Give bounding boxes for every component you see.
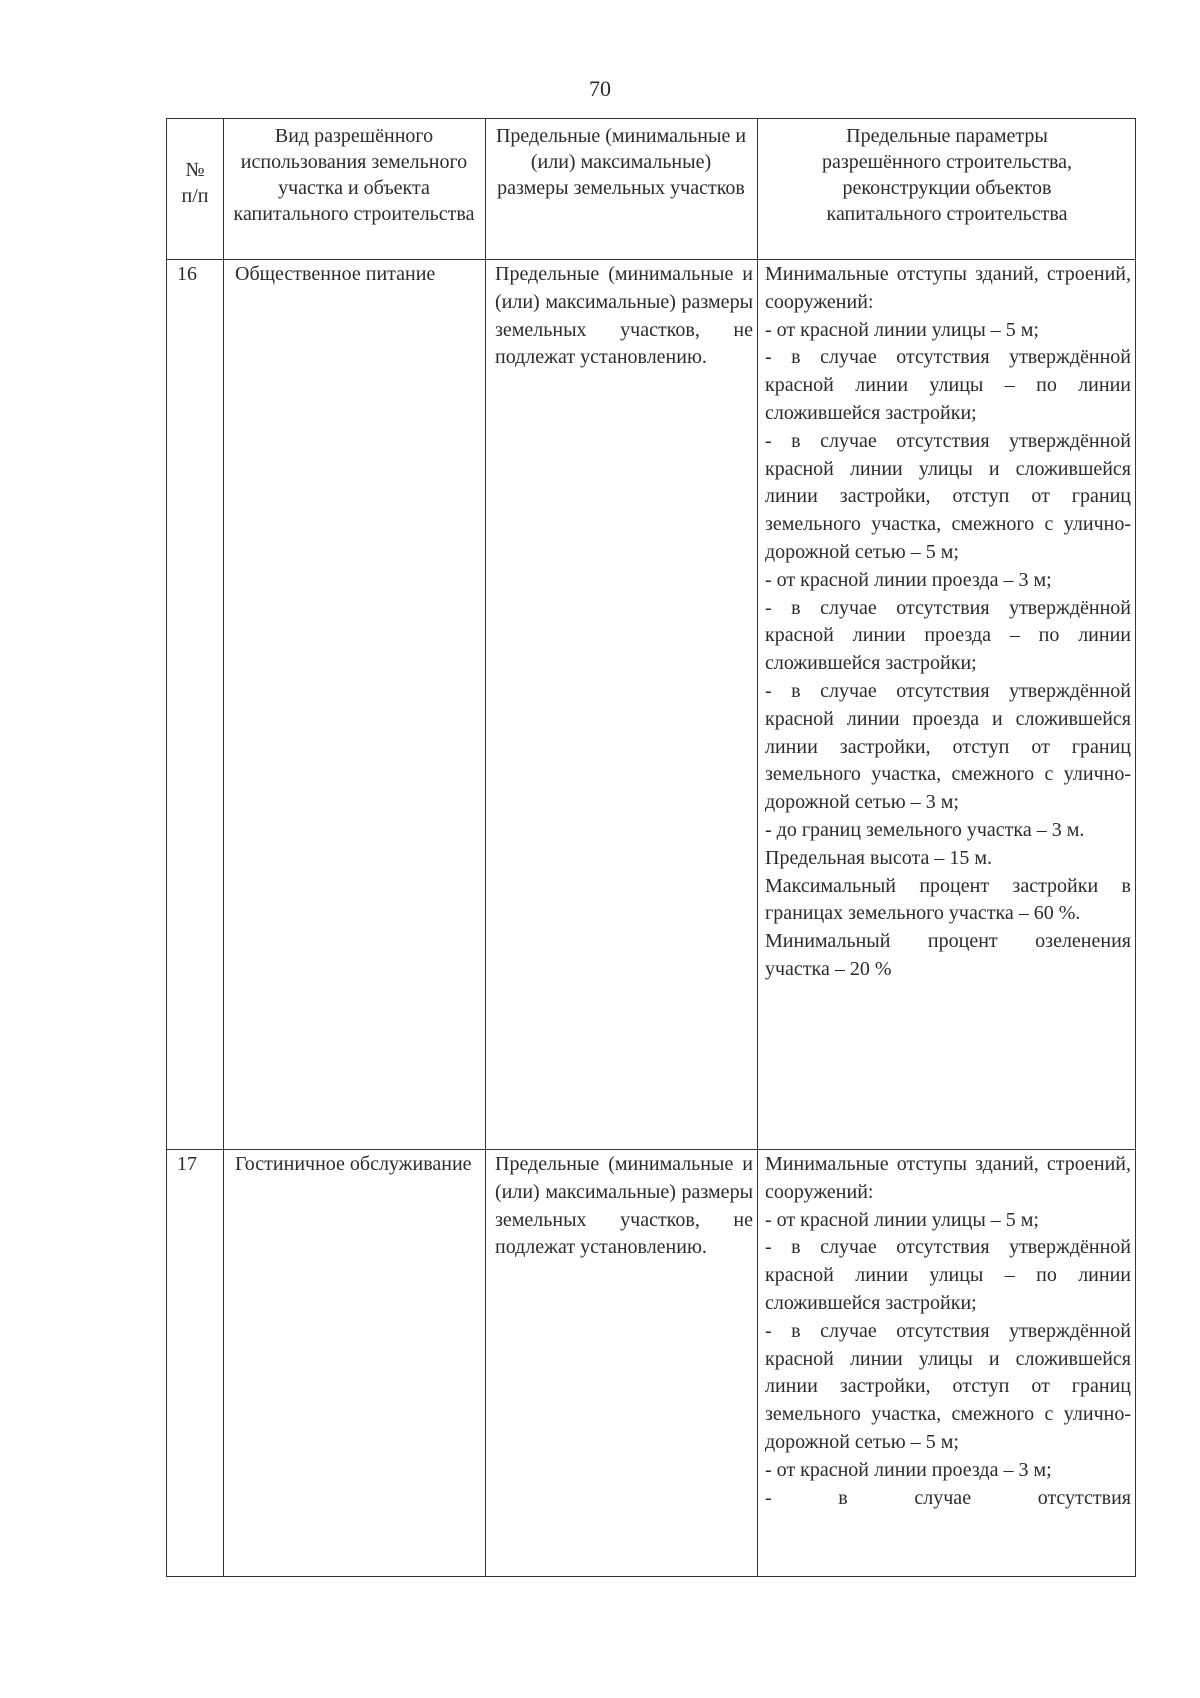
param-line: Минимальные отступы зданий, строений, сооружений: — [765, 263, 1131, 313]
row-divider — [167, 1149, 1135, 1150]
row-divider — [167, 259, 1135, 260]
row-size: Предельные (минимальные и (или) максимальные) размеры земельных участков, не подлежат установлению. — [495, 1153, 753, 1259]
param-line: Минимальные отступы зданий, строений, сооружений: — [765, 1153, 1131, 1203]
page-number: 70 — [589, 76, 611, 101]
header-use: Вид разрешённого использования земельного участка и объекта капитального строительства — [233, 125, 475, 225]
param-line: - от красной линии улицы – 5 м; — [765, 318, 1039, 341]
param-line: - в случае отсутствия утверждённой красной линии улицы и сложившейся линии застройки, отступ от границ земельного участка, смежного с улично-дорожной сетью – 5 м; — [765, 429, 1131, 563]
param-line: Максимальный процент застройки в границах земельного участка – 60 %. — [765, 874, 1131, 925]
param-line: - в случае отсутствия утверждённой красной линии улицы и сложившейся линии застройки, отступ от границ земельного участка, смежного с улично-дорожной сетью – 5 м; — [765, 1319, 1131, 1453]
param-line: Минимальный процент озеленения участка – 20 % — [765, 930, 1131, 980]
param-line: - от красной линии проезда – 3 м; — [765, 568, 1052, 591]
param-line: - в случае отсутствия утверждённой красной линии проезда и сложившейся линии застройки, отступ от границ земельного участка, смежного с улично-дорожной сетью – 3 м; — [765, 679, 1131, 814]
header-num: № п/п — [181, 159, 209, 207]
param-line: - в случае отсутствия — [765, 1486, 1131, 1509]
row-params — [757, 1151, 1137, 1512]
row-number: 16 — [177, 263, 197, 285]
param-line: - до границ земельного участка – 3 м. — [765, 818, 1085, 841]
param-line: - от красной линии улицы – 5 м; — [765, 1208, 1039, 1231]
regulations-table — [166, 118, 1136, 1577]
column-divider — [223, 119, 224, 1576]
row-number: 17 — [177, 1153, 197, 1175]
param-line: - в случае отсутствия утверждённой красной линии улицы – по линии сложившейся застройки; — [765, 346, 1131, 424]
header-params: Предельные параметры разрешённого строительства, реконструкции объектов капитального строительства — [822, 125, 1072, 225]
row-params — [757, 261, 1137, 984]
param-line: Предельная высота – 15 м. — [765, 846, 993, 869]
row-use: Гостиничное обслуживание — [235, 1153, 472, 1175]
param-line: - в случае отсутствия утверждённой красной линии проезда – по линии сложившейся застройки; — [765, 596, 1131, 675]
row-size: Предельные (минимальные и (или) максимальные) размеры земельных участков, не подлежат установлению. — [495, 263, 753, 369]
row-use: Общественное питание — [235, 263, 436, 285]
header-size: Предельные (минимальные и (или) максимальные) размеры земельных участков — [495, 125, 747, 199]
param-line: - в случае отсутствия утверждённой красной линии улицы – по линии сложившейся застройки; — [765, 1236, 1131, 1314]
param-line: - от красной линии проезда – 3 м; — [765, 1458, 1052, 1481]
